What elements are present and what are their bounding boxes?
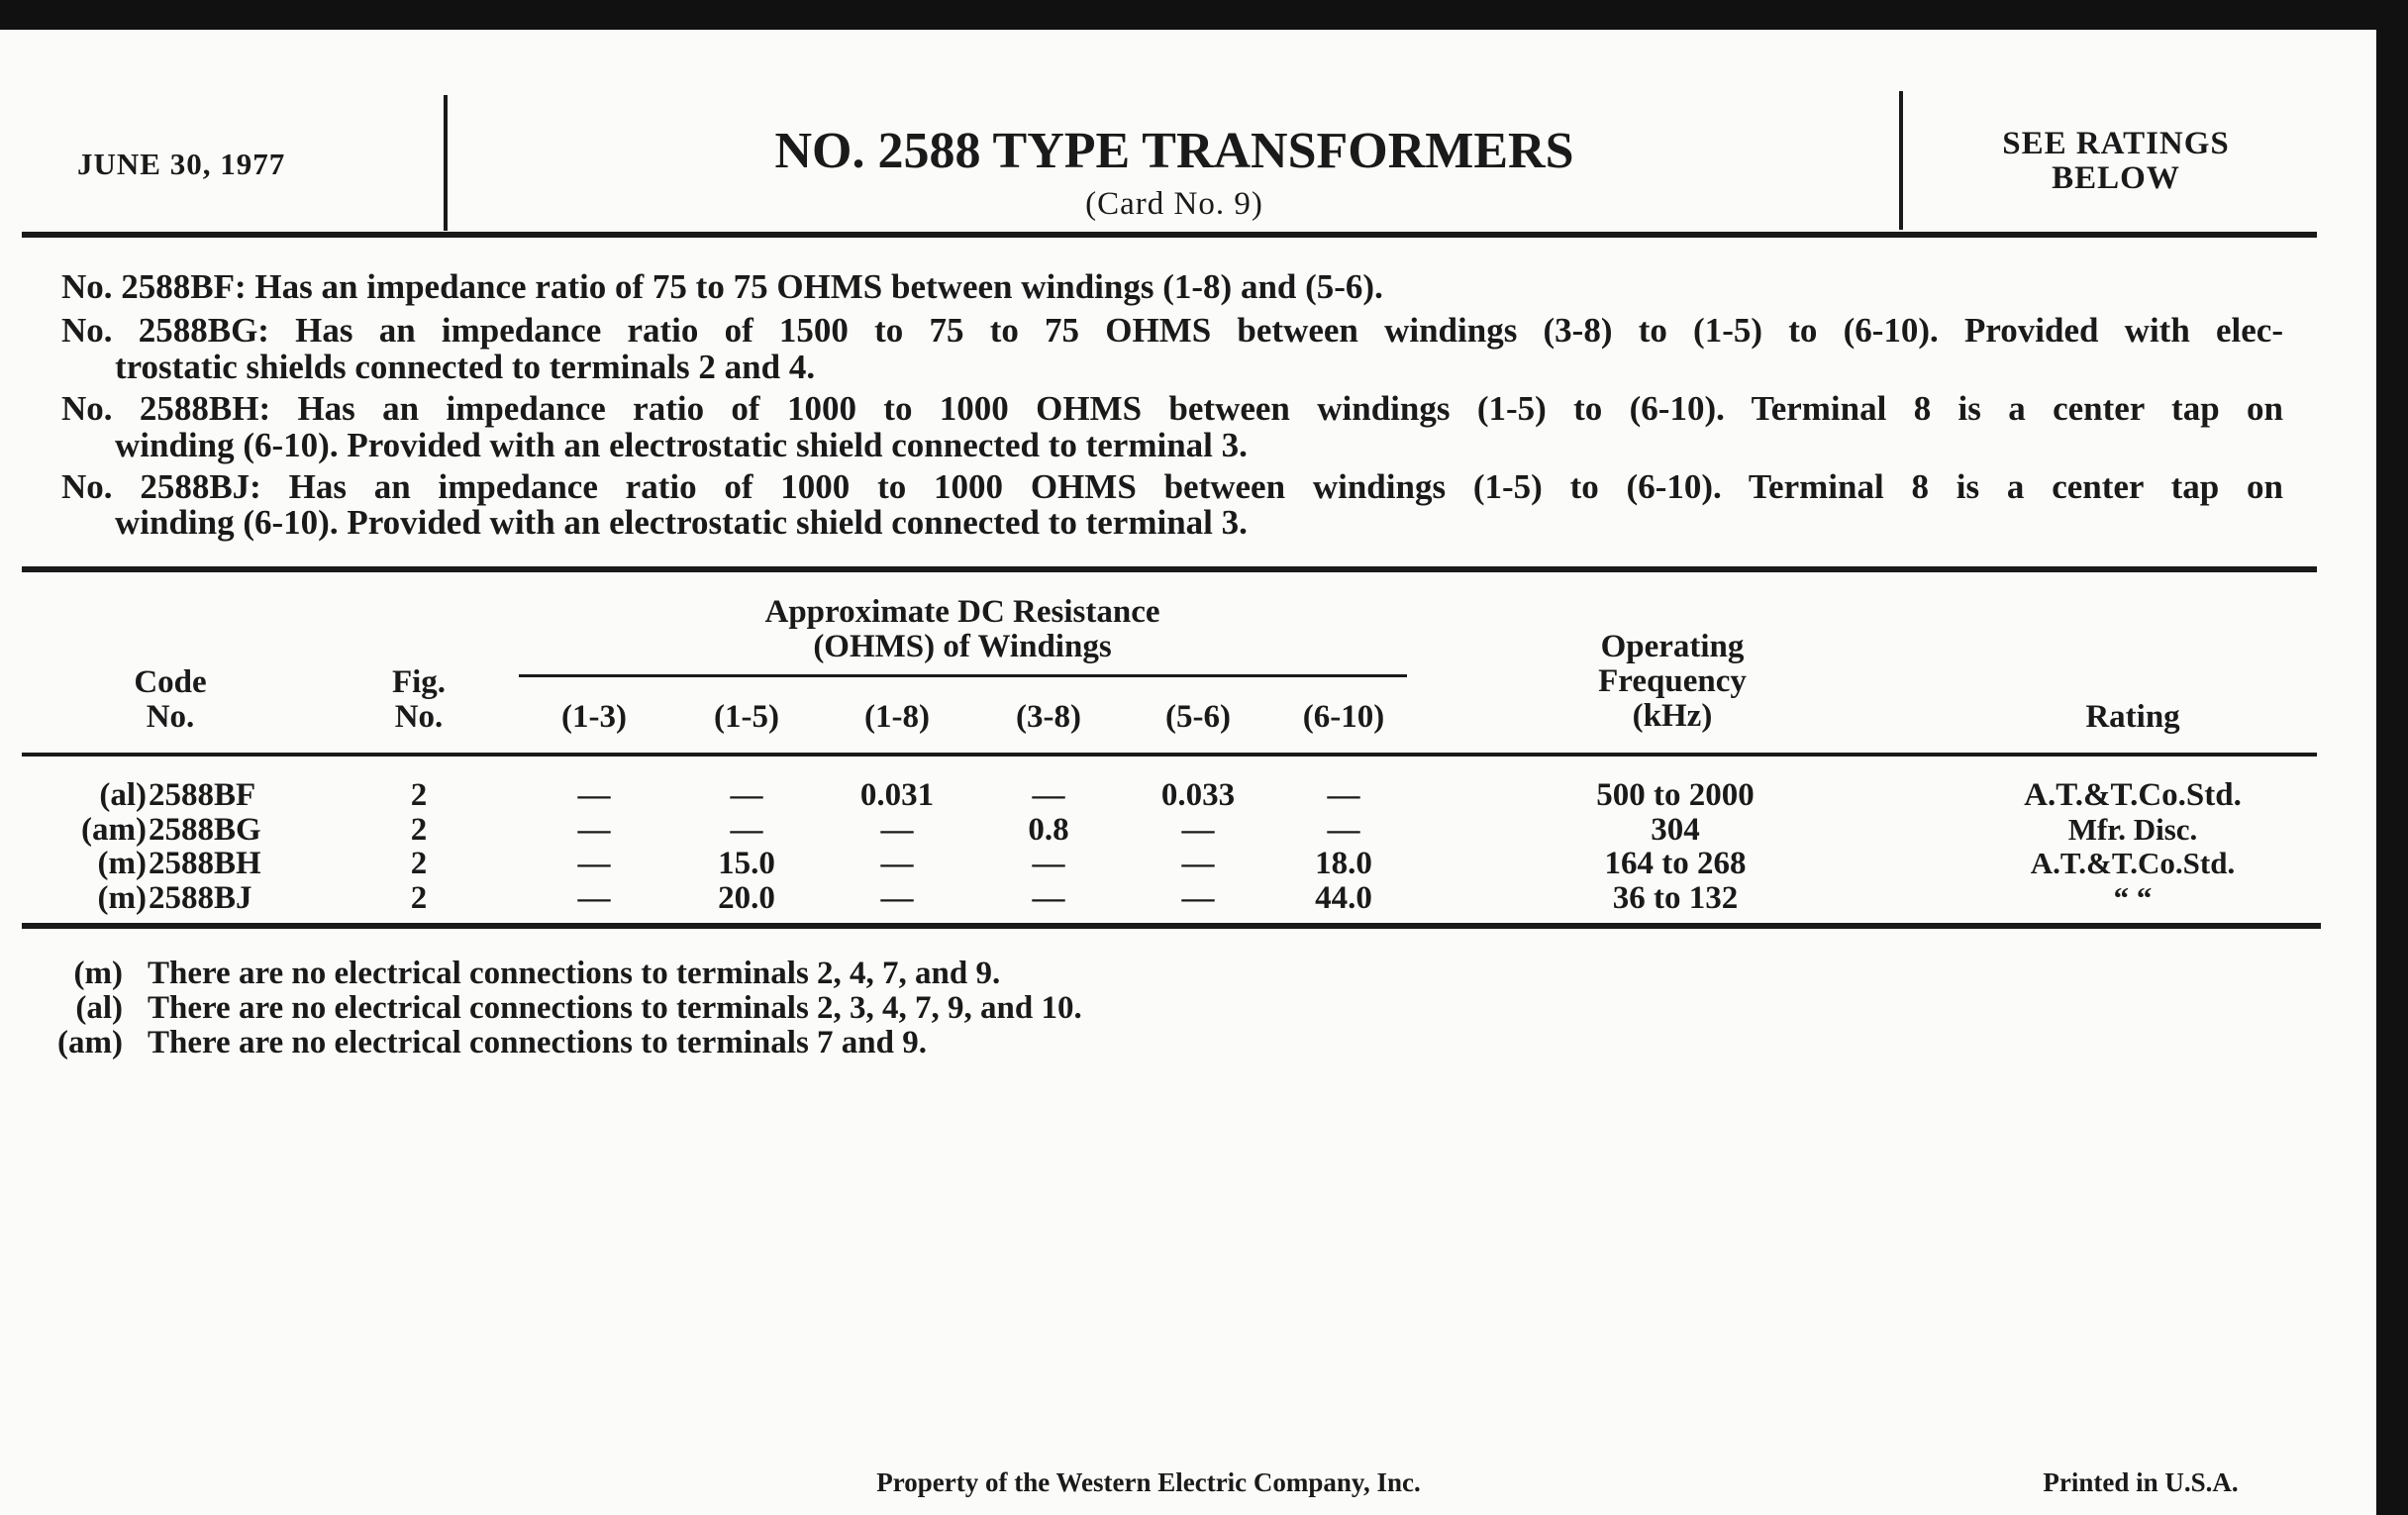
header-winding-6-10: (6-10) <box>1302 699 1385 735</box>
row-rating: “ “ <box>2113 880 2153 915</box>
row-resistance: — <box>1327 812 1360 848</box>
footer-property: Property of the Western Electric Company, Inc. <box>876 1467 1421 1497</box>
resistance-subrule <box>519 674 1407 677</box>
row-resistance: 15.0 <box>718 846 775 881</box>
catalog-card <box>0 30 2376 1515</box>
row-resistance: — <box>880 812 914 848</box>
row-resistance: — <box>1032 777 1065 813</box>
row-resistance: 18.0 <box>1315 846 1372 881</box>
row-resistance: — <box>577 846 611 881</box>
row-frequency: 500 to 2000 <box>1596 777 1755 813</box>
row-resistance: — <box>1032 846 1065 881</box>
card-date: JUNE 30, 1977 <box>77 147 286 181</box>
header-winding-1-3: (1-3) <box>561 699 627 735</box>
footnote-label: (m) <box>73 956 123 991</box>
row-note: (m) <box>97 846 147 881</box>
row-resistance: — <box>730 777 763 813</box>
row-resistance: — <box>1032 880 1065 916</box>
header-rating: Rating <box>2085 699 2180 735</box>
description-2588bj: No. 2588BJ: Has an impedance ratio of 1000 to 1000 OHMS between windings (1-5) to (6-10). Terminal 8 is a center tap on <box>61 467 2283 506</box>
row-rating: A.T.&T.Co.Std. <box>2030 846 2236 880</box>
row-note: (al) <box>99 777 147 813</box>
row-resistance: — <box>1181 812 1215 848</box>
header-resistance-line1: Approximate DC Resistance <box>764 594 1160 630</box>
card-number: (Card No. 9) <box>1085 186 1263 222</box>
row-resistance: — <box>880 880 914 916</box>
header-code <box>134 665 206 735</box>
header-winding-5-6: (5-6) <box>1165 699 1231 735</box>
footnote-text: There are no electrical connections to terminals 2, 3, 4, 7, 9, and 10. <box>148 990 1082 1026</box>
row-resistance: — <box>577 812 611 848</box>
description-2588bg-cont: trostatic shields connected to terminals 2 and 4. <box>115 348 816 386</box>
header-resistance <box>764 595 1159 664</box>
table-bottom-rule <box>22 923 2321 929</box>
description-2588bh-cont: winding (6-10). Provided with an electrostatic shield connected to terminal 3. <box>115 426 1248 464</box>
row-fig: 2 <box>410 812 428 848</box>
row-fig: 2 <box>410 777 428 813</box>
row-resistance: — <box>1181 846 1215 881</box>
row-resistance: 44.0 <box>1315 880 1372 916</box>
footnote-label: (al) <box>75 990 123 1026</box>
ratings-note-line2: BELOW <box>2052 160 2180 196</box>
header-fig-line2: No. <box>394 699 444 735</box>
row-frequency: 164 to 268 <box>1604 846 1747 881</box>
header-frequency-line2: Frequency <box>1598 663 1747 699</box>
row-code: 2588BF <box>149 777 256 813</box>
row-frequency: 304 <box>1651 812 1700 848</box>
row-code: 2588BG <box>149 812 261 848</box>
row-rating: A.T.&T.Co.Std. <box>2024 777 2242 813</box>
footer-printed: Printed in U.S.A. <box>2043 1467 2239 1497</box>
header-fig <box>392 665 446 735</box>
page-title: NO. 2588 TYPE TRANSFORMERS <box>774 123 1574 179</box>
table-top-rule <box>22 566 2317 572</box>
header-winding-3-8: (3-8) <box>1016 699 1081 735</box>
header-divider-right <box>1899 91 1903 230</box>
description-2588bj-cont: winding (6-10). Provided with an electrostatic shield connected to terminal 3. <box>115 503 1248 542</box>
row-resistance: — <box>577 880 611 916</box>
row-resistance: — <box>1181 880 1215 916</box>
ratings-note-line1: SEE RATINGS <box>2002 126 2230 161</box>
description-2588bg: No. 2588BG: Has an impedance ratio of 1500 to 75 to 75 OHMS between windings (3-8) to (1-5) to (6-10). Provided with elec- <box>61 311 2283 350</box>
header-winding-1-8: (1-8) <box>864 699 930 735</box>
row-fig: 2 <box>410 880 428 916</box>
row-resistance: 0.031 <box>859 777 935 813</box>
description-2588bh: No. 2588BH: Has an impedance ratio of 1000 to 1000 OHMS between windings (1-5) to (6-10). Terminal 8 is a center tap on <box>61 389 2283 428</box>
row-code: 2588BH <box>149 846 261 881</box>
row-note: (m) <box>97 880 147 916</box>
header-frequency <box>1598 630 1747 734</box>
header-frequency-line1: Operating <box>1600 629 1745 664</box>
header-winding-1-5: (1-5) <box>714 699 779 735</box>
ratings-note <box>2002 127 2230 196</box>
description-2588bf: No. 2588BF: Has an impedance ratio of 75 to 75 OHMS between windings (1-8) and (5-6). <box>61 267 1383 306</box>
header-frequency-line3: (kHz) <box>1632 698 1713 734</box>
row-fig: 2 <box>410 846 428 881</box>
row-resistance: 0.8 <box>1028 812 1069 848</box>
footnote-text: There are no electrical connections to terminals 2, 4, 7, and 9. <box>148 956 1001 991</box>
row-resistance: — <box>880 846 914 881</box>
header-code-line2: No. <box>146 699 195 735</box>
row-resistance: — <box>577 777 611 813</box>
row-resistance: — <box>1327 777 1360 813</box>
header-fig-line1: Fig. <box>391 664 447 700</box>
row-note: (am) <box>81 812 147 848</box>
row-resistance: 20.0 <box>718 880 775 916</box>
row-frequency: 36 to 132 <box>1612 880 1739 916</box>
header-rule <box>22 232 2317 238</box>
table-header-rule <box>22 753 2317 757</box>
row-code: 2588BJ <box>149 880 252 916</box>
footnote-label: (am) <box>57 1025 123 1060</box>
row-resistance: 0.033 <box>1160 777 1236 813</box>
row-resistance: — <box>730 812 763 848</box>
header-resistance-line2: (OHMS) of Windings <box>813 629 1112 664</box>
footnote-text: There are no electrical connections to terminals 7 and 9. <box>148 1025 927 1060</box>
header-code-line1: Code <box>134 664 207 700</box>
header-divider-left <box>444 95 448 231</box>
row-rating: Mfr. Disc. <box>2067 812 2198 847</box>
